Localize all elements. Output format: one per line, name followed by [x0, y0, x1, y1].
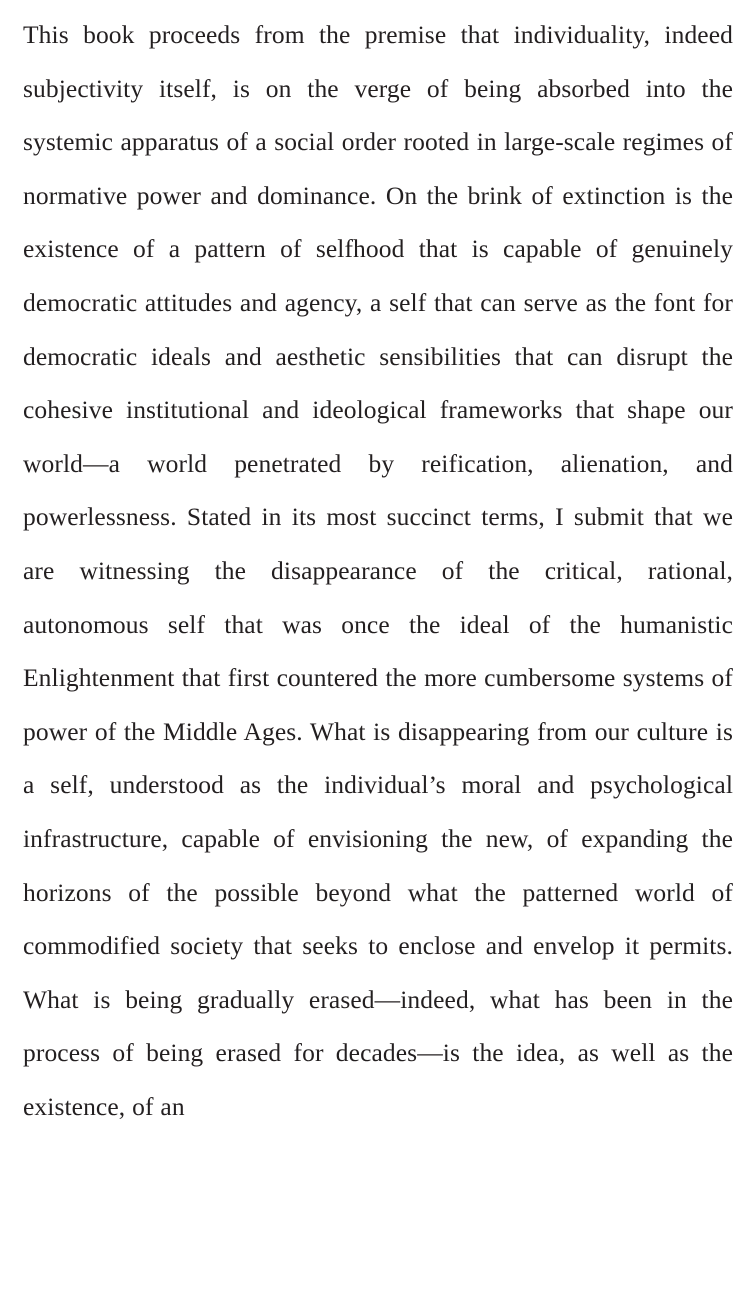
body-paragraph: This book proceeds from the premise that individuality, indeed subjectivity itself, is on the verge of being absorbed into the systemic apparatus of a social order rooted in large-scale regimes of normative power and dominance. On the brink of extinction is the existence of a pattern of selfhood that is capable of genuinely democratic attitudes and agency, a self that can serve as the font for democratic ideals and aesthetic sensibilities that can disrupt the cohesive institutional and ideological frameworks that shape our world—a world penetrated by reification, alienation, and powerlessness. Stated in its most succinct terms, I submit that we are witnessing the disappearance of the critical, rational, autonomous self that was once the ideal of the humanistic Enlightenment that first countered the more cumbersome systems of power of the Middle Ages. What is disappearing from our culture is a self, understood as the individual’s moral and psychological infrastructure, capable of envisioning the new, of expanding the horizons of the possible beyond what the patterned world of commodified society that seeks to enclose and envelop it permits. What is being gradually erased—indeed, what has been in the process of being erased for decades—is the idea, as well as the existence, of an: [23, 20, 733, 1121]
